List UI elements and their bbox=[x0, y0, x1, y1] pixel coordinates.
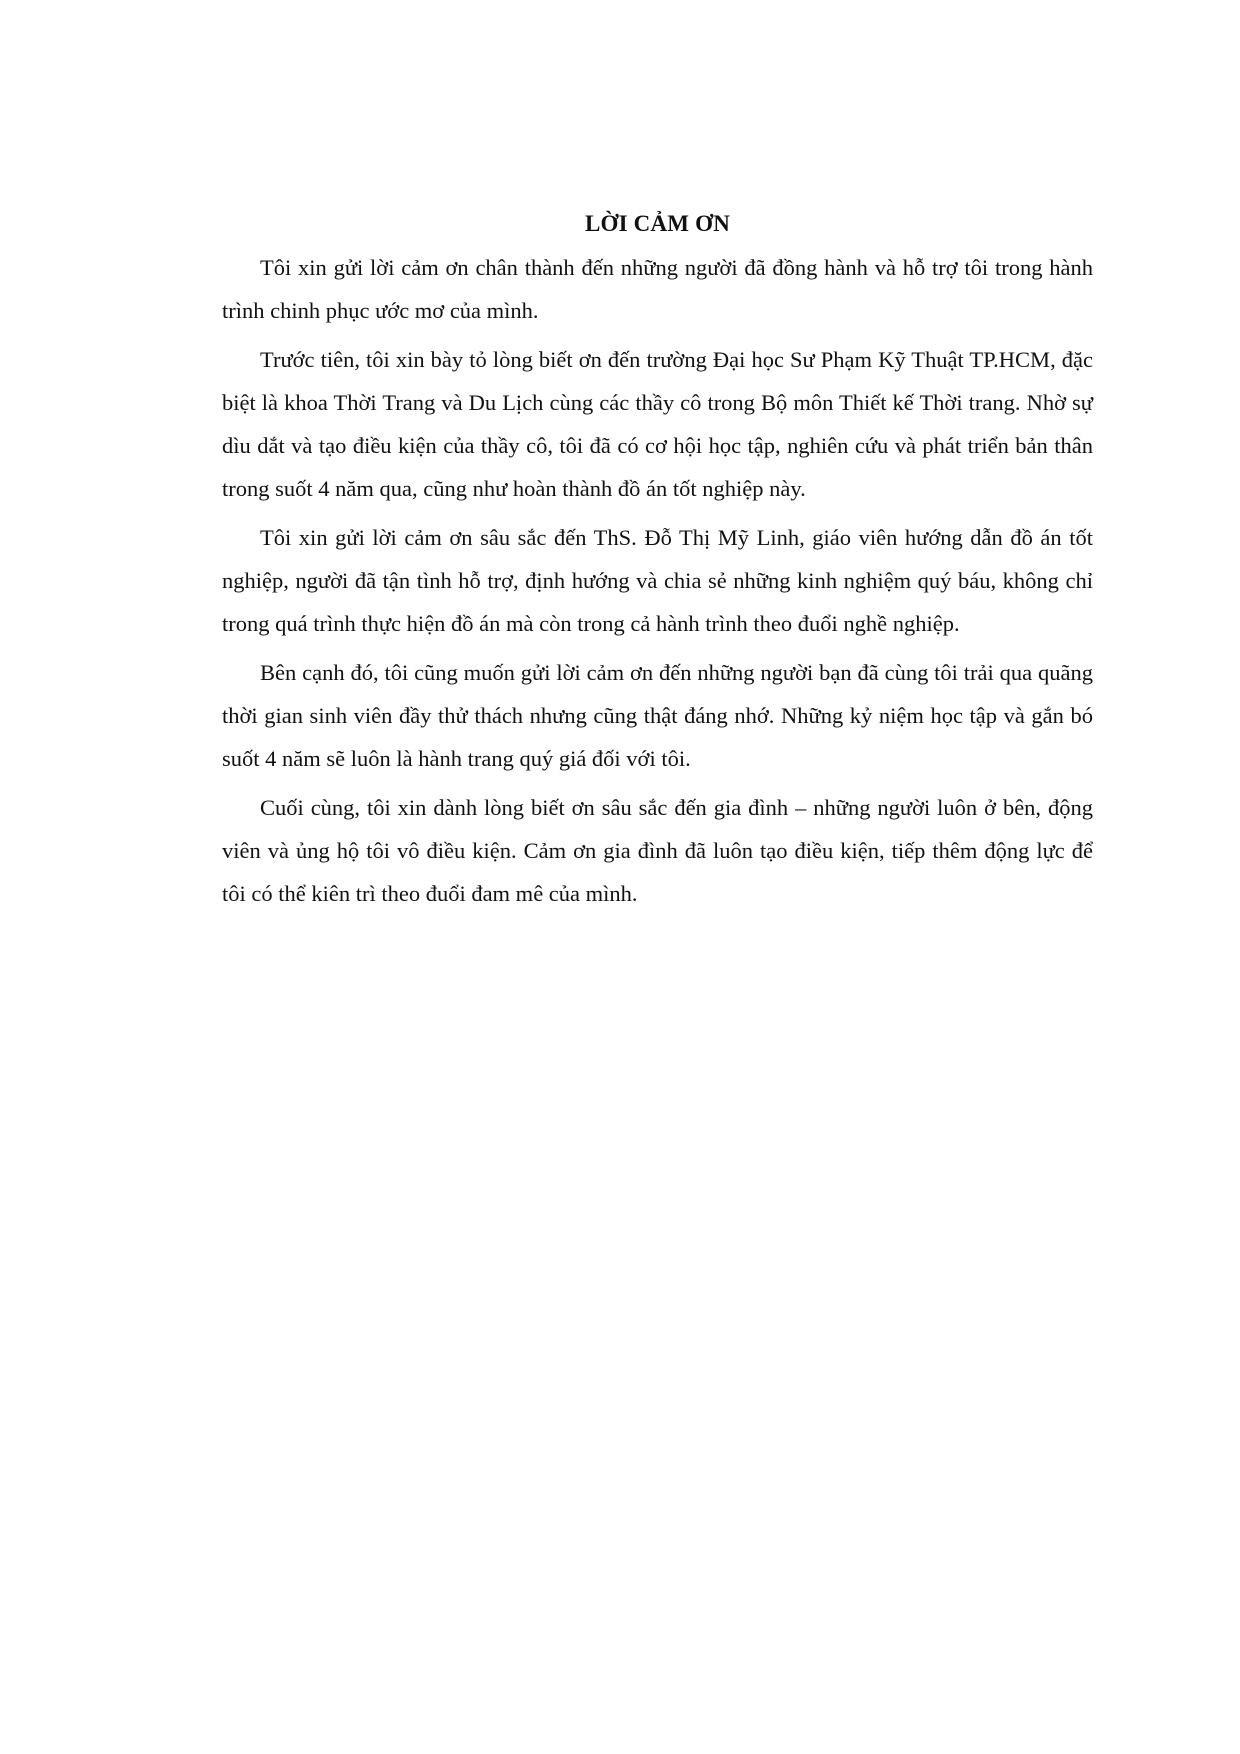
paragraph-friends: Bên cạnh đó, tôi cũng muốn gửi lời cảm ơn đến những người bạn đã cùng tôi trải qua quãng thời gian sinh viên đầy thử thách nhưng cũng thật đáng nhớ. Những kỷ niệm học tập và gắn bó suốt 4 năm sẽ luôn là hành trang quý giá đối với tôi. bbox=[222, 660, 1093, 771]
page-title: LỜI CẢM ƠN bbox=[584, 211, 731, 236]
paragraph-university: Trước tiên, tôi xin bày tỏ lòng biết ơn đến trường Đại học Sư Phạm Kỹ Thuật TP.HCM, đặc biệt là khoa Thời Trang và Du Lịch cùng các thầy cô trong Bộ môn Thiết kế Thời trang. Nhờ sự dìu dắt và tạo điều kiện của thầy cô, tôi đã có cơ hội học tập, nghiên cứu và phát triển bản thân trong suốt 4 năm qua, cũng như hoàn thành đồ án tốt nghiệp này. bbox=[222, 347, 1093, 501]
paragraph-family: Cuối cùng, tôi xin dành lòng biết ơn sâu sắc đến gia đình – những người luôn ở bên, động viên và ủng hộ tôi vô điều kiện. Cảm ơn gia đình đã luôn tạo điều kiện, tiếp thêm động lực để tôi có thể kiên trì theo đuổi đam mê của mình. bbox=[222, 795, 1093, 906]
paragraph-intro: Tôi xin gửi lời cảm ơn chân thành đến những người đã đồng hành và hỗ trợ tôi trong hành trình chinh phục ước mơ của mình. bbox=[222, 255, 1093, 323]
acknowledgement-section bbox=[222, 204, 1093, 921]
paragraph-supervisor: Tôi xin gửi lời cảm ơn sâu sắc đến ThS. Đỗ Thị Mỹ Linh, giáo viên hướng dẫn đồ án tốt nghiệp, người đã tận tình hỗ trợ, định hướng và chia sẻ những kinh nghiệm quý báu, không chỉ trong quá trình thực hiện đồ án mà còn trong cả hành trình theo đuổi nghề nghiệp. bbox=[222, 525, 1093, 636]
